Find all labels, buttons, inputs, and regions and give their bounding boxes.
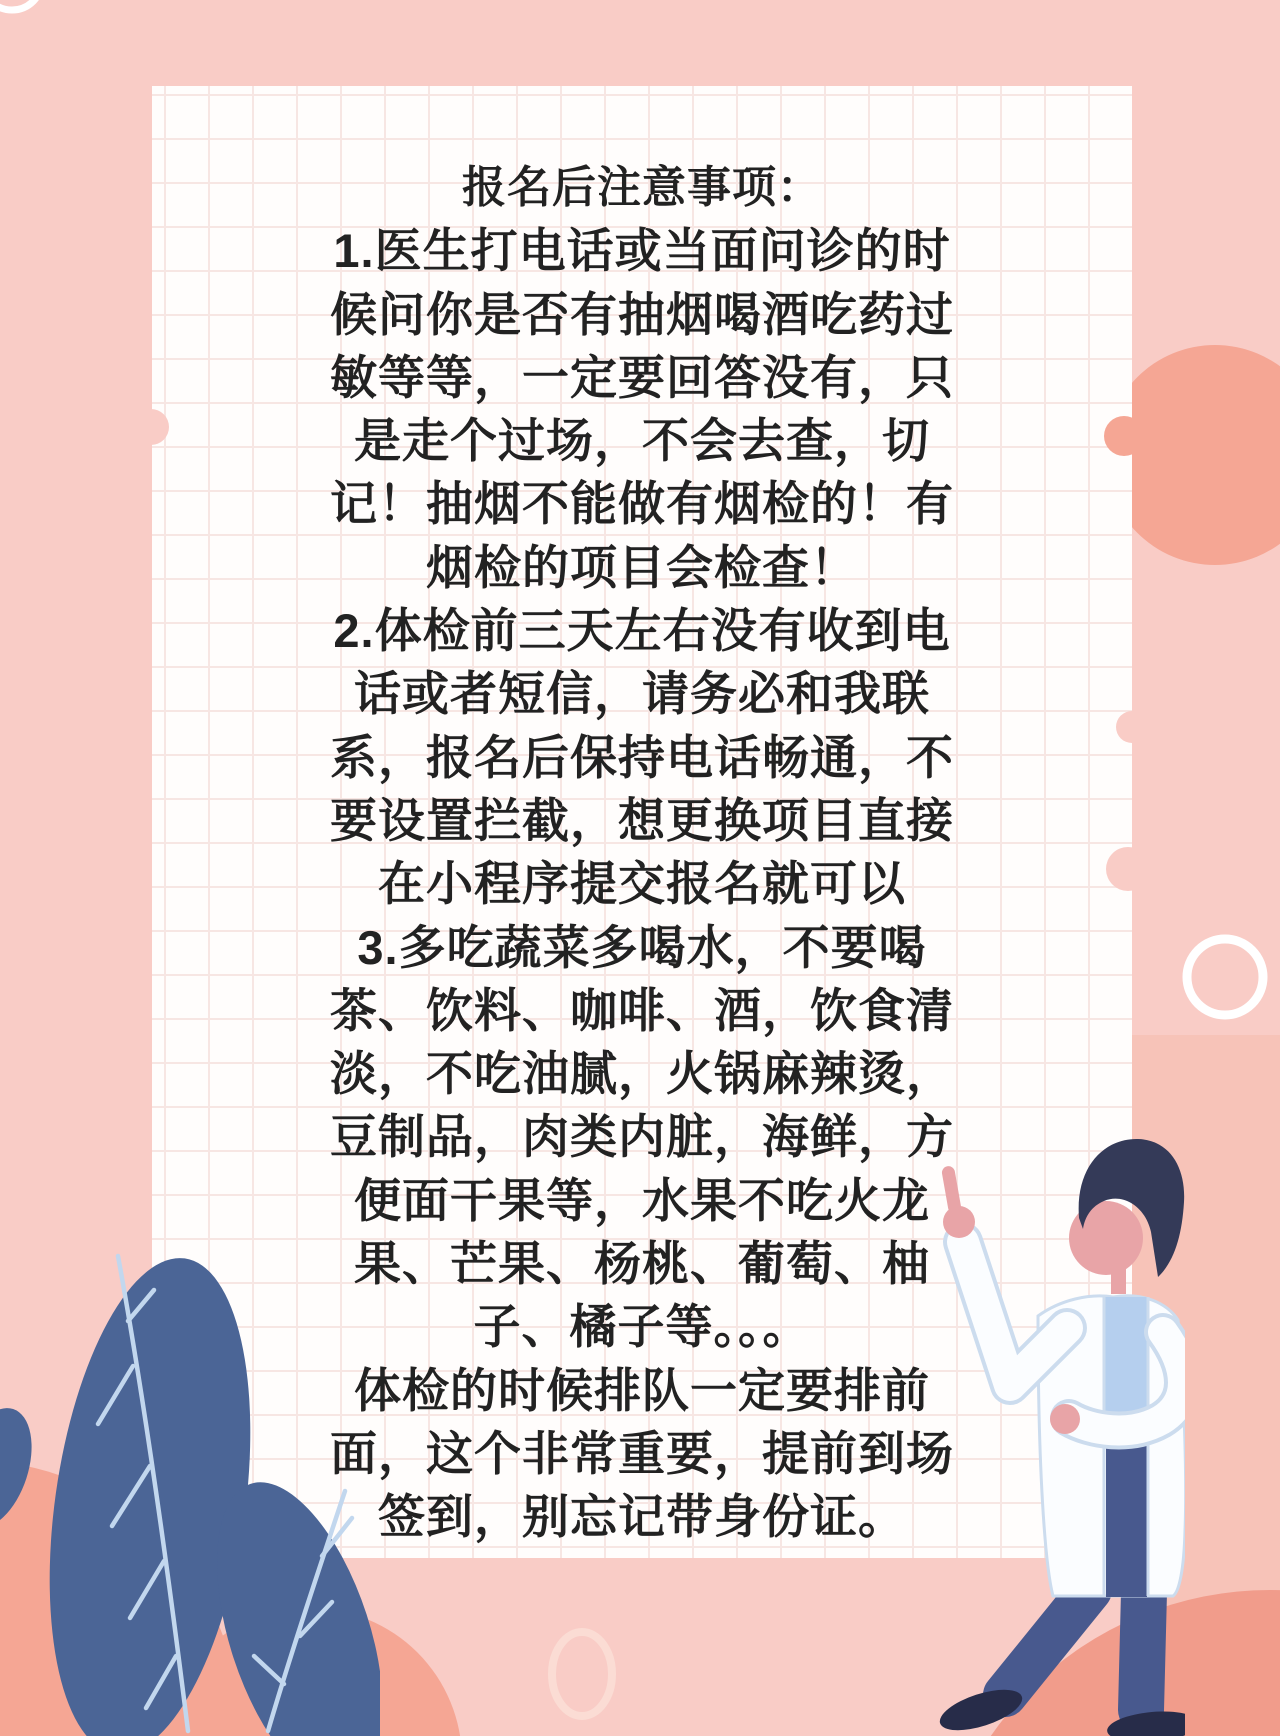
doctor-legs (935, 1590, 1185, 1736)
oval-ring-bottom-icon (552, 1632, 612, 1716)
notice-line: 茶、饮料、咖啡、酒，饮食清 (330, 983, 954, 1037)
notice-line: 报名后注意事项： (462, 163, 822, 212)
doctor-arm-pointing (941, 1165, 1067, 1385)
white-ring-right-icon (1187, 939, 1263, 1015)
white-ring-top-left-icon (0, 0, 42, 10)
notice-line: 在小程序提交报名就可以 (378, 857, 906, 911)
notice-line: 签到，别忘记带身份证。 (378, 1490, 906, 1544)
plant-illustration (0, 1216, 380, 1736)
notice-line: 记！抽烟不能做有烟检的！有 (330, 477, 954, 531)
notice-line: 候问你是否有抽烟喝酒吃药过 (330, 287, 954, 341)
card-edge-notch-right-upper (1116, 711, 1148, 743)
card-edge-notch-right-lower (1106, 847, 1150, 891)
notice-line: 豆制品，肉类内脏，海鲜，方 (330, 1110, 954, 1164)
notice-line: 2.体检前三天左右没有收到电 (333, 604, 951, 658)
plant-leaf-sliver (0, 1399, 45, 1538)
notice-line: 果、芒果、杨桃、葡萄、柚 (354, 1237, 930, 1291)
notice-line: 系，报名后保持电话畅通，不 (330, 730, 954, 784)
card-edge-notch-left (133, 409, 169, 445)
doctor-trousers-front (1106, 1435, 1147, 1597)
notice-line: 面，这个非常重要，提前到场 (330, 1426, 954, 1480)
doctor-finger (941, 1165, 962, 1215)
notice-line: 烟检的项目会检查！ (426, 540, 858, 594)
notice-line: 是走个过场，不会去查，切 (354, 414, 930, 468)
notice-line: 子、橘子等。。。 (473, 1300, 811, 1354)
doctor-hand-front (1050, 1404, 1080, 1434)
notice-line: 敏等等，一定要回答没有，只 (330, 350, 954, 404)
notice-line: 便面干果等，水果不吃火龙 (354, 1173, 930, 1227)
notice-line: 淡，不吃油腻，火锅麻辣烫， (330, 1047, 954, 1101)
doctor-illustration (855, 1050, 1185, 1736)
notice-line: 1.医生打电话或当面问诊的时 (333, 224, 951, 278)
notice-line: 3.多吃蔬菜多喝水，不要喝 (357, 920, 927, 974)
notice-line: 体检的时候排队一定要排前 (354, 1363, 930, 1417)
notice-line: 要设置拦截，想更换项目直接 (330, 793, 954, 847)
notice-line: 话或者短信，请务必和我联 (354, 667, 930, 721)
